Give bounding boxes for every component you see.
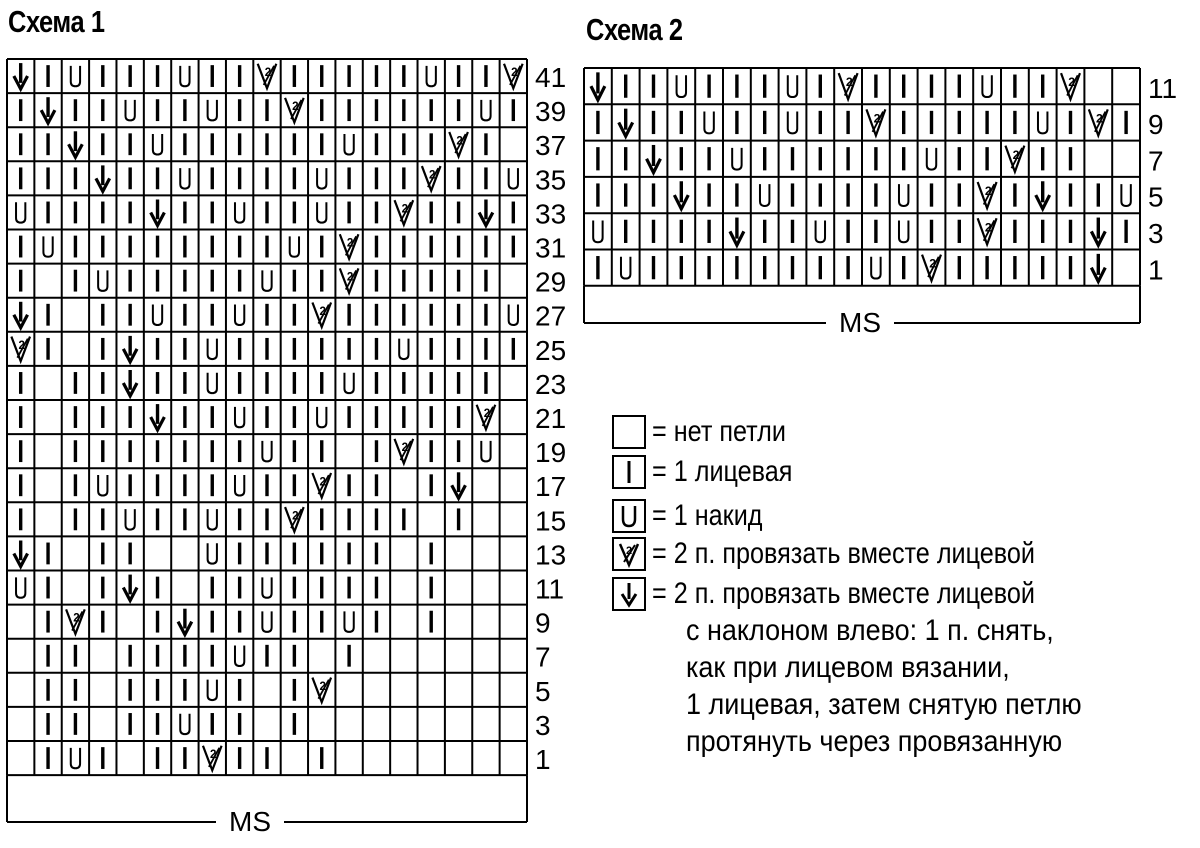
- svg-text:2: 2: [483, 408, 491, 421]
- yarn-over-icon: [262, 577, 271, 597]
- k2tog-icon: [312, 302, 331, 327]
- schema1-row-number: 41: [535, 61, 567, 93]
- yarn-over-icon: [927, 148, 936, 170]
- ssk-arrow-icon: [591, 72, 605, 100]
- svg-text:2: 2: [1096, 111, 1103, 126]
- svg-text:2: 2: [73, 612, 80, 625]
- yarn-over-icon: [427, 66, 436, 86]
- k2tog-icon: [258, 64, 277, 89]
- yarn-over-icon: [126, 100, 135, 120]
- knit-icon: [612, 455, 646, 489]
- yarn-over-icon: [208, 509, 217, 529]
- ssk-arrow-icon: [1091, 254, 1105, 282]
- k2tog-icon: [449, 132, 468, 157]
- k2tog-icon: [1005, 146, 1024, 172]
- yarn-over-icon: [98, 475, 107, 495]
- k2tog-icon: [839, 73, 858, 99]
- schema1-row-number: 21: [535, 402, 567, 434]
- schema1-row-number: 25: [535, 334, 567, 366]
- k2tog-icon: [504, 64, 523, 89]
- yarn-over-icon: [153, 134, 162, 154]
- yarn-over-icon: [317, 202, 326, 222]
- yarn-over-icon: [208, 339, 217, 359]
- svg-text:2: 2: [984, 184, 992, 199]
- svg-text:2: 2: [984, 220, 992, 235]
- k2tog-icon: [285, 98, 304, 123]
- ssk-arrow-icon: [96, 165, 110, 191]
- schema1-row-number: 7: [535, 641, 551, 673]
- schema1-row-number: 17: [535, 471, 567, 503]
- svg-text:2: 2: [845, 75, 853, 90]
- ssk-arrow-icon: [41, 97, 55, 123]
- yarn-over-icon: [235, 305, 244, 325]
- k2tog-icon: [477, 405, 496, 430]
- svg-text:2: 2: [210, 749, 217, 762]
- ssk-arrow-icon: [123, 575, 137, 601]
- schema2-row-number: 7: [1148, 145, 1164, 177]
- ssk-arrow-icon: [479, 199, 493, 225]
- k2tog-icon: [285, 507, 304, 532]
- schema1-row-number: 5: [535, 675, 551, 707]
- schema2-row-number: 5: [1148, 181, 1164, 213]
- yarn-over-icon: [235, 202, 244, 222]
- empty-cell-icon: [612, 415, 646, 449]
- schema2-row-number: 1: [1148, 254, 1164, 286]
- yarn-over-icon: [317, 168, 326, 188]
- svg-text:2: 2: [319, 680, 326, 693]
- ssk-arrow-icon: [1036, 181, 1050, 209]
- yarn-over-icon: [481, 100, 490, 120]
- schema1-row-number: 35: [535, 164, 567, 196]
- svg-text:2: 2: [1068, 75, 1076, 90]
- k2tog-icon: [1089, 109, 1108, 135]
- ssk-desc-line-4: протянуть через провязанную: [686, 725, 1063, 758]
- yarn-over-icon: [98, 270, 107, 290]
- schema1-row-number: 39: [535, 96, 567, 128]
- yarn-over-icon: [399, 339, 408, 359]
- svg-text:2: 2: [401, 442, 409, 455]
- schema1-footer-label: MS: [229, 806, 271, 837]
- yarn-over-icon: [290, 236, 299, 256]
- schema1-row-number: 29: [535, 266, 567, 298]
- yarn-over-icon: [262, 611, 271, 631]
- ssk-arrow-icon: [178, 609, 192, 635]
- yarn-over-icon: [180, 66, 189, 86]
- ssk-arrow-icon: [647, 145, 661, 173]
- ssk-arrow-icon: [69, 131, 83, 157]
- svg-text:2: 2: [319, 305, 326, 318]
- ssk-arrow-icon: [1091, 218, 1105, 246]
- yarn-over-icon: [126, 509, 135, 529]
- schema2-row-number: 11: [1148, 72, 1178, 104]
- yarn-over-icon: [899, 184, 908, 206]
- yarn-over-icon: [612, 499, 646, 533]
- svg-text:2: 2: [292, 510, 299, 523]
- schema1-row-number: 13: [535, 539, 567, 571]
- yarn-over-icon: [677, 75, 686, 97]
- yarn-over-icon: [788, 112, 797, 134]
- schema2-row-number: 3: [1148, 217, 1164, 249]
- yarn-over-icon: [208, 100, 217, 120]
- yarn-over-icon: [71, 748, 80, 768]
- k2tog-icon: [866, 109, 885, 135]
- yarn-over-icon: [344, 373, 353, 393]
- yarn-over-icon: [1038, 112, 1047, 134]
- yarn-over-icon: [593, 220, 602, 242]
- schema1-row-number: 31: [535, 232, 567, 264]
- k2tog-icon: [203, 746, 222, 771]
- yarn-over-icon: [509, 305, 518, 325]
- yarn-over-icon: [16, 202, 25, 222]
- yarn-over-icon: [208, 680, 217, 700]
- schema1-row-number: 1: [535, 743, 551, 775]
- legend-ssk-description: [686, 612, 1109, 760]
- svg-text:2: 2: [319, 476, 326, 489]
- svg-text:2: 2: [292, 101, 299, 114]
- yarn-over-icon: [899, 220, 908, 242]
- k2tog-icon: [1061, 73, 1080, 99]
- schema1-row-number: 11: [535, 573, 565, 605]
- schema1-row-number: 37: [535, 130, 567, 162]
- schema1-row-number: 23: [535, 368, 567, 400]
- yarn-over-icon: [871, 257, 880, 279]
- k2tog-icon: [312, 473, 331, 498]
- ssk-arrow-icon: [730, 218, 744, 246]
- k2tog-mark: 2: [626, 545, 633, 557]
- k2tog-icon: [978, 218, 997, 244]
- yarn-over-icon: [344, 134, 353, 154]
- yarn-over-icon: [481, 441, 490, 461]
- ssk-arrow-icon: [14, 302, 28, 328]
- yarn-over-icon: [621, 257, 630, 279]
- k2tog-icon: [612, 537, 646, 571]
- yarn-over-icon: [760, 184, 769, 206]
- legend-k2tog: [612, 534, 1108, 574]
- ssk-arrow-icon: [452, 472, 466, 498]
- schema1-row-number: 9: [535, 607, 551, 639]
- ssk-arrow-icon: [674, 181, 688, 209]
- svg-text:2: 2: [346, 271, 354, 284]
- svg-text:2: 2: [456, 135, 463, 148]
- ssk-arrow-icon: [14, 63, 28, 89]
- legend-knit: [612, 452, 819, 492]
- ssk-desc-line-3: 1 лицевая, затем снятую петлю: [686, 688, 1082, 721]
- k2tog-icon: [395, 439, 414, 464]
- schema2-row-number: 9: [1148, 109, 1164, 141]
- schema2-footer-label: MS: [839, 307, 881, 338]
- k2tog-icon: [422, 166, 441, 191]
- svg-text:2: 2: [264, 67, 272, 80]
- schema1-row-number: 33: [535, 198, 567, 230]
- yarn-over-icon: [732, 148, 741, 170]
- schema1-row-number: 19: [535, 437, 567, 469]
- svg-text:2: 2: [873, 111, 881, 126]
- k2tog-icon: [312, 678, 331, 703]
- svg-text:2: 2: [18, 339, 25, 352]
- ssk-arrow-icon: [151, 199, 165, 225]
- yarn-over-icon: [235, 475, 244, 495]
- k2tog-icon: [922, 255, 941, 281]
- legend-empty: [612, 412, 811, 452]
- yarn-over-icon: [344, 611, 353, 631]
- svg-text:2: 2: [511, 67, 518, 80]
- legend-ssk: [612, 574, 1108, 614]
- legend-knit-text: = 1 лицевая: [652, 455, 793, 488]
- legend-k2tog-text: = 2 п. провязать вместе лицевой: [652, 537, 1035, 570]
- ssk-arrow-icon: [619, 109, 633, 137]
- yarn-over-icon: [235, 646, 244, 666]
- legend-yarn-over-text: = 1 накид: [652, 499, 763, 532]
- ssk-desc-line-2: как при лицевом вязании,: [686, 651, 1010, 684]
- svg-text:2: 2: [929, 256, 937, 271]
- yarn-over-icon: [262, 441, 271, 461]
- ssk-arrow-icon: [151, 404, 165, 430]
- k2tog-icon: [66, 609, 85, 634]
- yarn-over-icon: [509, 168, 518, 188]
- ssk-desc-line-1: с наклоном влево: 1 п. снять,: [686, 614, 1054, 647]
- yarn-over-icon: [180, 714, 189, 734]
- k2tog-icon: [340, 268, 359, 293]
- legend-empty-text: = нет петли: [652, 415, 786, 448]
- yarn-over-icon: [262, 270, 271, 290]
- ssk-arrow-icon: [612, 577, 646, 611]
- ssk-arrow-icon: [14, 540, 28, 566]
- legend-ssk-text: = 2 п. провязать вместе лицевой: [652, 577, 1035, 610]
- k2tog-icon: [340, 234, 359, 259]
- k2tog-icon: [11, 337, 30, 362]
- svg-text:2: 2: [1012, 147, 1020, 162]
- k2tog-icon: [978, 182, 997, 208]
- schema1-row-number: 3: [535, 709, 551, 741]
- svg-text:2: 2: [346, 237, 354, 250]
- yarn-over-icon: [1121, 184, 1130, 206]
- ssk-arrow-icon: [123, 370, 137, 396]
- yarn-over-icon: [982, 75, 991, 97]
- yarn-over-icon: [180, 168, 189, 188]
- yarn-over-icon: [43, 236, 52, 256]
- legend-yarn-over: [612, 496, 784, 536]
- yarn-over-icon: [16, 577, 25, 597]
- ssk-arrow-icon: [123, 336, 137, 362]
- yarn-over-icon: [208, 543, 217, 563]
- k2tog-icon: [395, 200, 414, 225]
- yarn-over-icon: [235, 407, 244, 427]
- yarn-over-icon: [317, 407, 326, 427]
- yarn-over-icon: [208, 373, 217, 393]
- svg-text:2: 2: [428, 169, 436, 182]
- yarn-over-icon: [71, 66, 80, 86]
- schema1-title: Схема 1: [8, 4, 105, 39]
- yarn-over-icon: [816, 220, 825, 242]
- svg-text:2: 2: [401, 203, 409, 216]
- schema2-title: Схема 2: [586, 12, 683, 47]
- yarn-over-icon: [704, 112, 713, 134]
- schema1-row-number: 15: [535, 505, 567, 537]
- yarn-over-icon: [153, 305, 162, 325]
- yarn-over-icon: [788, 75, 797, 97]
- schema1-row-number: 27: [535, 300, 567, 332]
